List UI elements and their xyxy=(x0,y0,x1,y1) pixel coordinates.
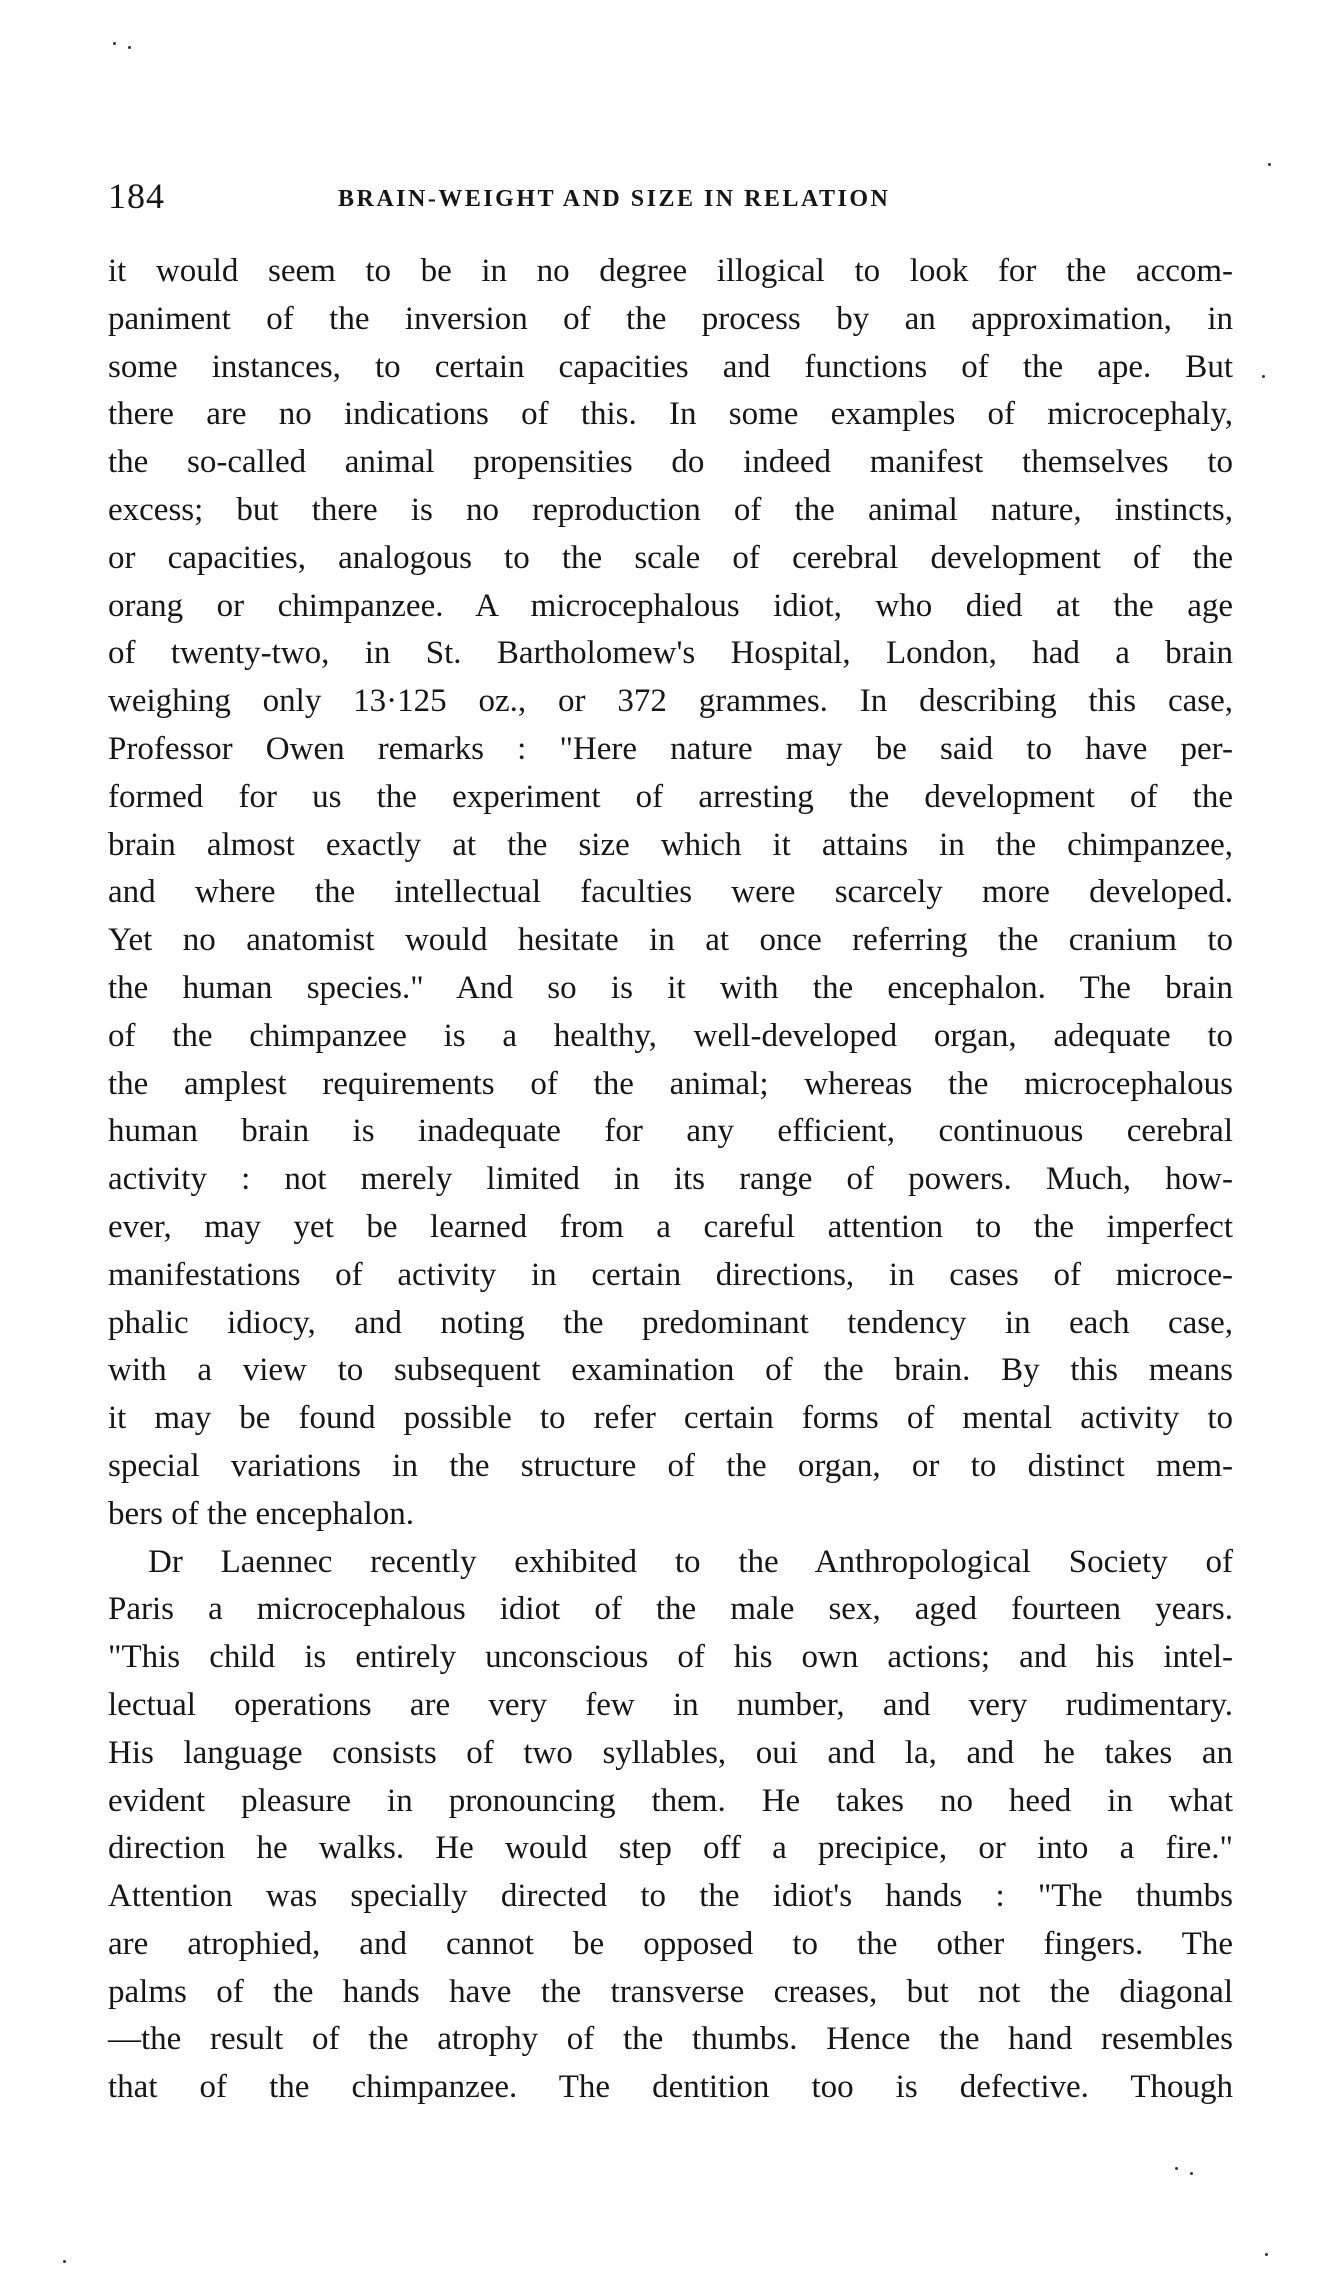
running-head: BRAIN-WEIGHT AND SIZE IN RELATION xyxy=(338,186,891,212)
text-line: lectual operations are very few in number, and very rudimentary. xyxy=(108,1686,1233,1723)
text-line: "This child is entirely unconscious of his own actions; and his intel- xyxy=(108,1639,1233,1676)
scan-speck xyxy=(1175,2167,1178,2170)
text-line: formed for us the experiment of arresting the development of the xyxy=(108,778,1233,815)
text-line: Professor Owen remarks : "Here nature may be said to have per- xyxy=(108,730,1233,767)
scan-speck xyxy=(1190,2172,1193,2175)
text-line: weighing only 13·125 oz., or 372 grammes. In describing this case, xyxy=(108,683,1233,720)
scan-speck xyxy=(1268,163,1271,166)
text-line: orang or chimpanzee. A microcephalous idiot, who died at the age xyxy=(108,587,1233,624)
text-line: direction he walks. He would step off a precipice, or into a fire." xyxy=(108,1830,1233,1867)
text-line: and where the intellectual faculties were scarcely more developed. xyxy=(108,874,1233,911)
text-line: excess; but there is no reproduction of the animal nature, instincts, xyxy=(108,491,1233,528)
text-line: human brain is inadequate for any efficient, continuous cerebral xyxy=(108,1113,1233,1150)
text-line: it would seem to be in no degree illogical to look for the accom- xyxy=(108,253,1233,289)
scan-speck xyxy=(1265,2253,1268,2256)
text-line: the human species." And so is it with the encephalon. The brain xyxy=(108,969,1233,1006)
paragraph-start-line: Dr Laennec recently exhibited to the Anthropological Society of xyxy=(148,1543,1233,1580)
text-line: palms of the hands have the transverse creases, but not the diagonal xyxy=(108,1973,1233,2010)
text-line: there are no indications of this. In some examples of microcephaly, xyxy=(108,396,1233,433)
text-line: Yet no anatomist would hesitate in at once referring the cranium to xyxy=(108,922,1233,959)
text-line: Paris a microcephalous idiot of the male sex, aged fourteen years. xyxy=(108,1591,1233,1628)
text-line: paniment of the inversion of the process by an approximation, in xyxy=(108,300,1233,337)
scan-speck xyxy=(1262,375,1265,378)
text-line: ever, may yet be learned from a careful attention to the imperfect xyxy=(108,1208,1233,1245)
page-number: 184 xyxy=(108,176,165,216)
text-line: the amplest requirements of the animal; whereas the microcephalous xyxy=(108,1065,1233,1102)
scan-speck xyxy=(113,42,116,45)
text-line: some instances, to certain capacities and functions of the ape. But xyxy=(108,348,1233,385)
text-line: —the result of the atrophy of the thumbs. Hence the hand resembles xyxy=(108,2021,1233,2058)
text-line: of the chimpanzee is a healthy, well-developed organ, adequate to xyxy=(108,1017,1233,1054)
text-line: brain almost exactly at the size which it attains in the chimpanzee, xyxy=(108,826,1233,863)
text-line: that of the chimpanzee. The dentition too is defective. Though xyxy=(108,2069,1233,2106)
body-text xyxy=(108,248,1233,2112)
text-line: activity : not merely limited in its range of powers. Much, how- xyxy=(108,1161,1233,1198)
text-line: are atrophied, and cannot be opposed to the other fingers. The xyxy=(108,1925,1233,1962)
text-line: of twenty-two, in St. Bartholomew's Hospital, London, had a brain xyxy=(108,635,1233,672)
text-line: Attention was specially directed to the idiot's hands : "The thumbs xyxy=(108,1878,1233,1915)
text-line: with a view to subsequent examination of the brain. By this means xyxy=(108,1352,1233,1389)
paragraph-end-line: bers of the encephalon. xyxy=(108,1495,415,1532)
text-line: evident pleasure in pronouncing them. He takes no heed in what xyxy=(108,1782,1233,1819)
text-line: it may be found possible to refer certain forms of mental activity to xyxy=(108,1400,1233,1437)
text-line: manifestations of activity in certain directions, in cases of microce- xyxy=(108,1256,1233,1293)
text-line: or capacities, analogous to the scale of cerebral development of the xyxy=(108,539,1233,576)
text-line: the so-called animal propensities do indeed manifest themselves to xyxy=(108,444,1233,481)
scan-speck xyxy=(128,46,131,49)
text-line: special variations in the structure of the organ, or to distinct mem- xyxy=(108,1447,1233,1484)
scan-speck xyxy=(63,2260,66,2263)
text-line: His language consists of two syllables, oui and la, and he takes an xyxy=(108,1734,1233,1771)
text-line: phalic idiocy, and noting the predominant tendency in each case, xyxy=(108,1304,1233,1341)
page-header xyxy=(108,176,1233,226)
